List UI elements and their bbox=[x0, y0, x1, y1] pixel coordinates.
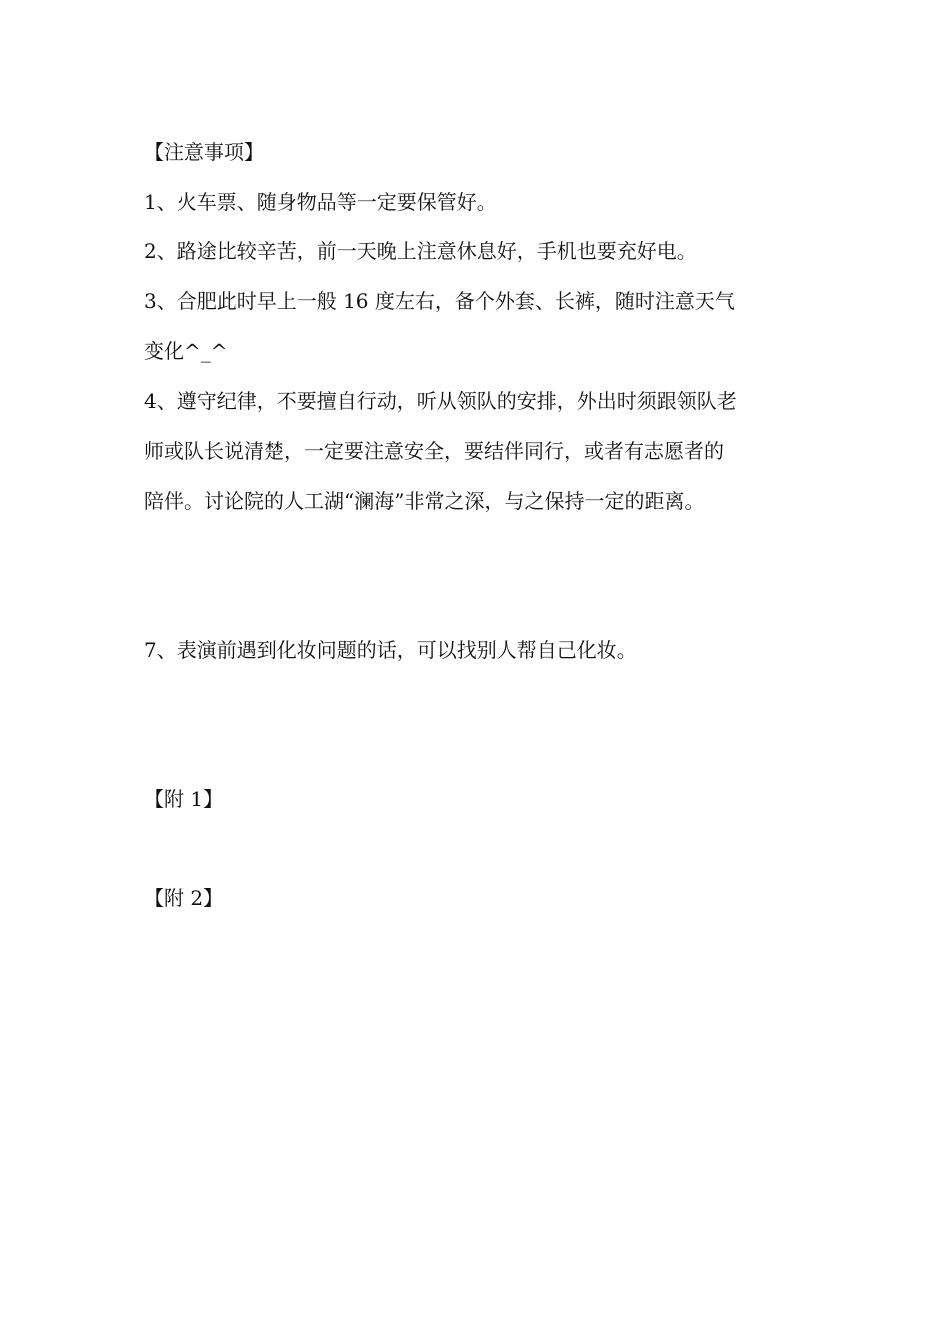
note-item-4-line-2: 师或队长说清楚，一定要注意安全，要结伴同行，或者有志愿者的 bbox=[144, 439, 724, 463]
note-item-3-line-2: 变化^_^ bbox=[144, 339, 228, 363]
appendix-2-heading: 【附 2】 bbox=[144, 886, 224, 910]
section-heading: 【注意事项】 bbox=[144, 140, 264, 164]
appendix-1-heading: 【附 1】 bbox=[144, 787, 224, 811]
note-item-4-line-3: 陪伴。讨论院的人工湖“澜海”非常之深，与之保持一定的距离。 bbox=[144, 489, 705, 513]
note-item-3-line-1: 3、合肥此时早上一般 16 度左右，备个外套、长裤，随时注意天气 bbox=[144, 289, 735, 313]
note-item-7: 7、表演前遇到化妆问题的话，可以找别人帮自己化妆。 bbox=[144, 638, 637, 662]
note-item-1: 1、火车票、随身物品等一定要保管好。 bbox=[144, 190, 497, 214]
note-item-2: 2、路途比较辛苦，前一天晚上注意休息好，手机也要充好电。 bbox=[144, 239, 697, 263]
note-item-4-line-1: 4、遵守纪律，不要擅自行动，听从领队的安排，外出时须跟领队老 bbox=[144, 389, 737, 413]
